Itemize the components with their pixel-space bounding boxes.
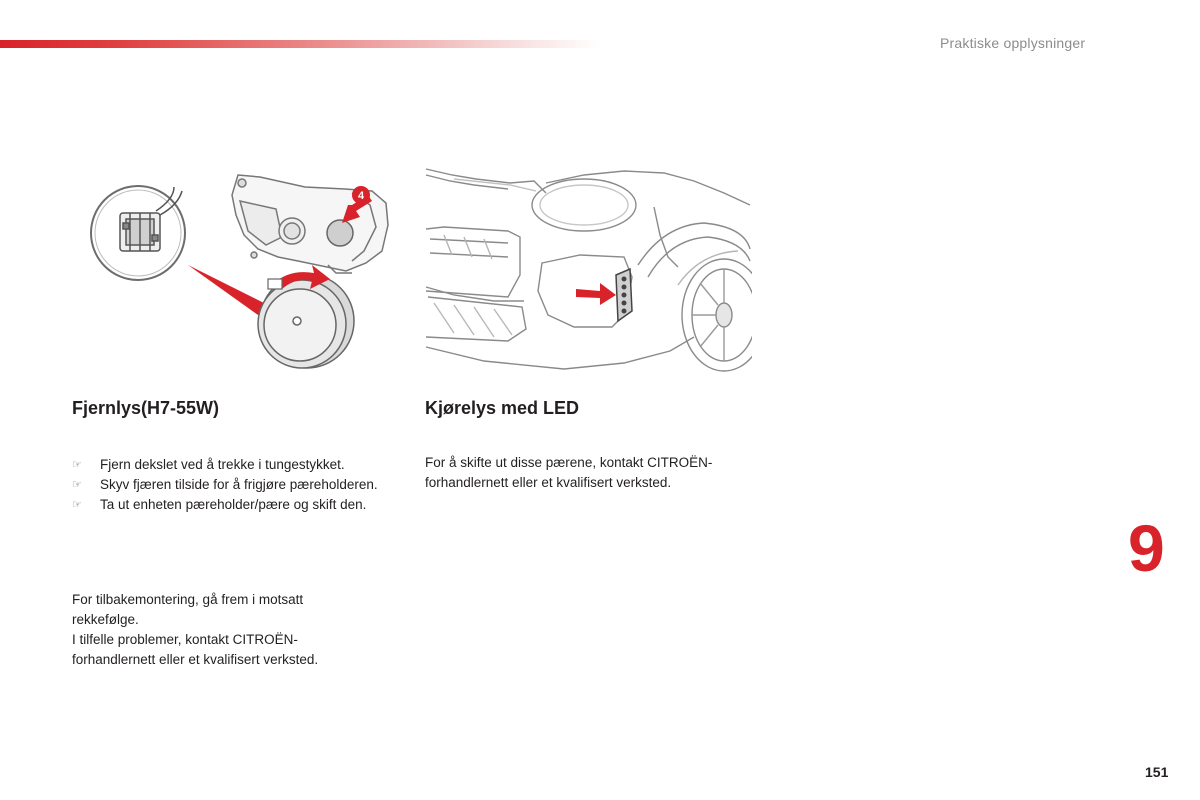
- section-title: Praktiske opplysninger: [940, 35, 1086, 51]
- leader-wedge: [188, 265, 268, 315]
- led-strip: [616, 269, 632, 321]
- led-drl-text: For å skifte ut disse pærene, kontakt CITROËN-forhandlernett eller et kvalifisert verksted.: [425, 455, 713, 490]
- list-item: ☞ Fjern dekslet ved å trekke i tungestykket.: [72, 455, 402, 475]
- bulb-cap: [327, 220, 353, 246]
- header-accent-bar: [0, 40, 600, 48]
- car-front-outline: [426, 169, 750, 369]
- bullet-marker-icon: ☞: [72, 479, 82, 491]
- led-drl-illustration: [424, 165, 752, 383]
- high-beam-heading: Fjernlys(H7-55W): [72, 398, 220, 418]
- reassembly-note: For tilbakemontering, gå frem i motsatt rekkefølge. I tilfelle problemer, kontakt CITROËN-forhandlernett eller et kvalifisert verksted.: [72, 592, 319, 667]
- headlamp-bulb-illustration: [90, 165, 390, 380]
- led-drl-heading: Kjørelys med LED: [425, 398, 580, 418]
- led-pointer-arrow: [576, 283, 616, 305]
- bullet-marker-icon: ☞: [72, 499, 82, 511]
- callout-number: 4: [357, 190, 365, 202]
- chapter-number: 9: [1128, 511, 1165, 585]
- list-item: ☞ Ta ut enheten pæreholder/pære og skift den.: [72, 495, 402, 515]
- bulb-steps-list: [72, 455, 402, 515]
- bullet-marker-icon: ☞: [72, 459, 82, 471]
- list-item: ☞ Skyv fjæren tilside for å frigjøre pæreholderen.: [72, 475, 402, 495]
- front-wheel: [682, 259, 752, 371]
- page-number: 151: [1145, 764, 1169, 780]
